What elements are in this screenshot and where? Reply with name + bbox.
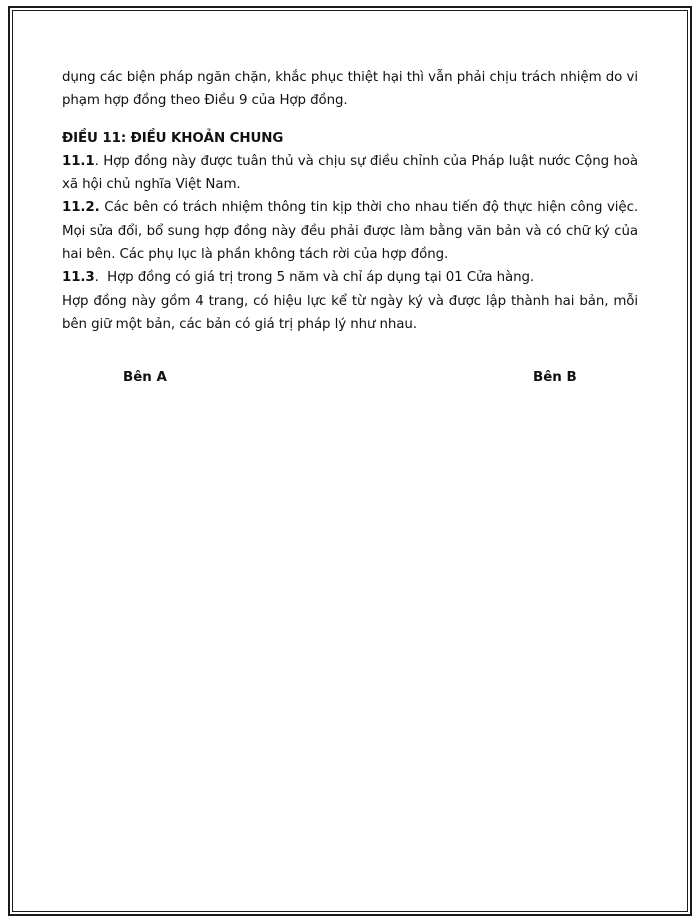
clause-11-3 <box>62 266 638 289</box>
party-a-label: Bên A <box>123 370 167 385</box>
clause-11-2 <box>62 196 638 266</box>
clause-number: 11.3 <box>62 270 95 286</box>
intro-paragraph: dụng các biện pháp ngăn chặn, khắc phục thiệt hại thì vẫn phải chịu trách nhiệm do vi phạm hợp đồng theo Điều 9 của Hợp đồng. <box>62 70 638 109</box>
clause-number: 11.1 <box>62 153 95 169</box>
closing-paragraph: Hợp đồng này gồm 4 trang, có hiệu lực kể từ ngày ký và được lập thành hai bản, mỗi bên giữ một bản, các bản có giá trị pháp lý như nhau. <box>62 293 638 332</box>
document-body <box>62 66 638 336</box>
clause-text: . Hợp đồng có giá trị trong 5 năm và chỉ áp dụng tại 01 Cửa hàng. <box>94 270 535 286</box>
section-spacer <box>62 113 638 127</box>
signature-row <box>0 366 700 390</box>
clause-number: 11.2. <box>62 200 100 216</box>
clause-11-1 <box>62 150 638 197</box>
clause-text: . Hợp đồng này được tuân thủ và chịu sự điều chỉnh của Pháp luật nước Cộng hoà xã hội chủ nghĩa Việt Nam. <box>62 153 638 193</box>
party-b-label: Bên B <box>533 370 577 385</box>
clause-text: Các bên có trách nhiệm thông tin kịp thời cho nhau tiến độ thực hiện công việc. Mọi sửa đổi, bổ sung hợp đồng này đều phải được làm bằng văn bản và có chữ ký của hai bên. Các phụ lục là phần không tách rời của hợp đồng. <box>62 200 638 263</box>
article-heading: ĐIỀU 11: ĐIỀU KHOẢN CHUNG <box>62 130 284 146</box>
